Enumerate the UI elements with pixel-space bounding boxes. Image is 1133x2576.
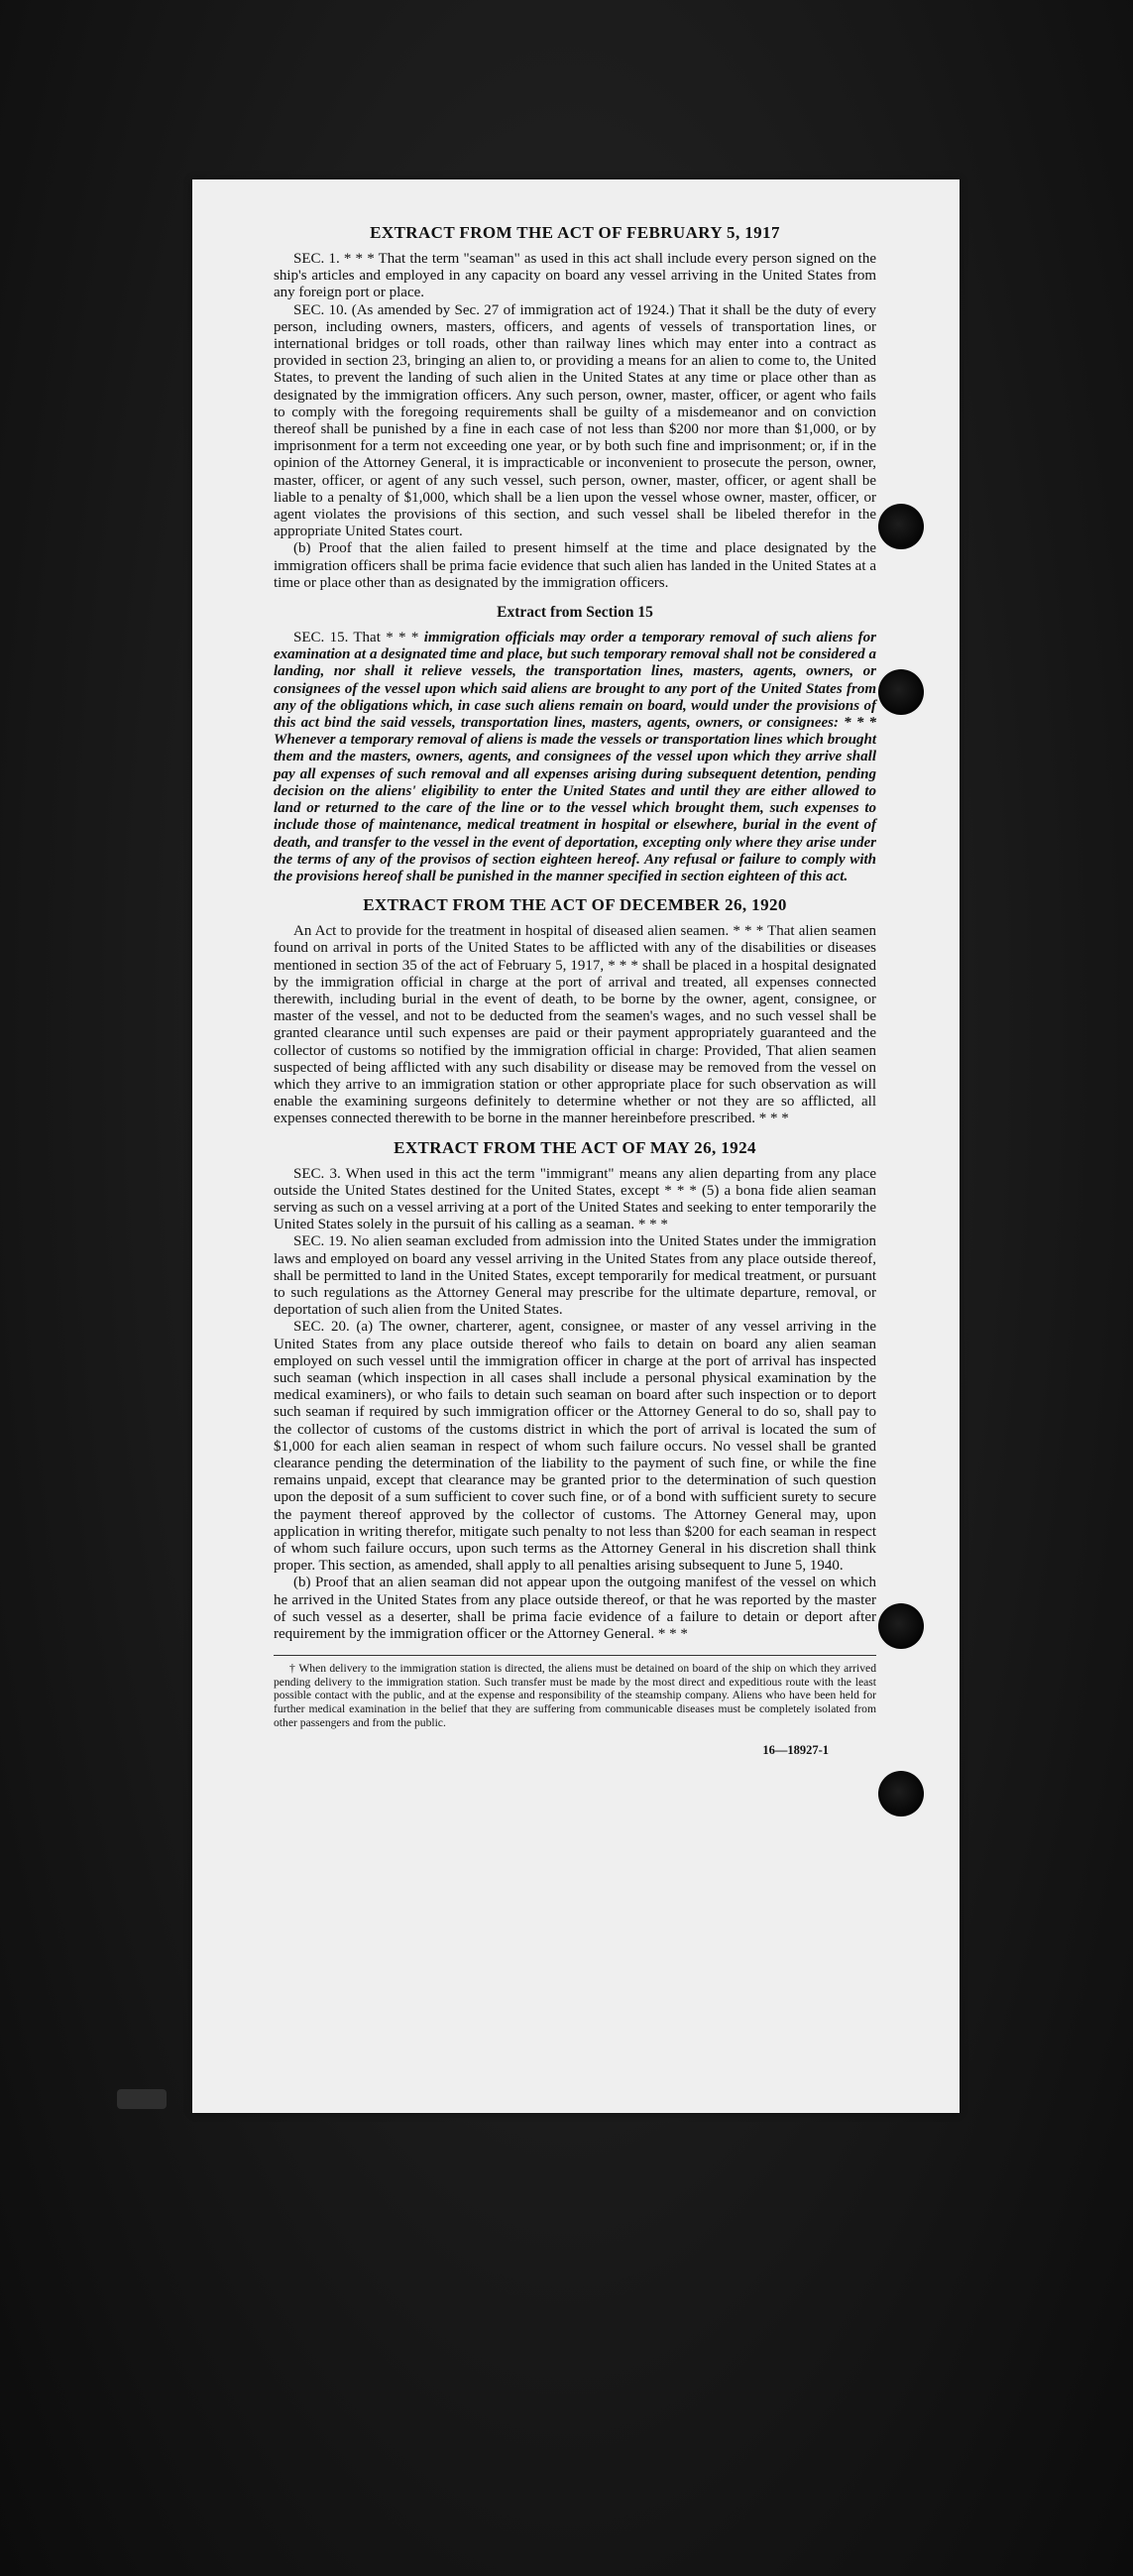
heading-act-1920: EXTRACT FROM THE ACT OF DECEMBER 26, 1920 <box>363 895 787 915</box>
sec-10b-paragraph: (b) Proof that the alien failed to present himself at the time and place designated by the immigration officers shall be prima facie evidence that such alien has landed in the United States at a time or place other than as designated by the immigration officers. <box>274 540 876 591</box>
footnote-divider <box>274 1655 876 1656</box>
form-number: 16—18927-1 <box>762 1743 829 1758</box>
sec-15-italic-text: immigration officials may order a temporary removal of such aliens for examination at a designated time and place, but such temporary removal shall not be considered a landing, nor shall it relieve vessels, the transportation lines, masters, agents, owners, or consignees of the vessel upon which said aliens are brought to any port of the United States from any of the obligations which, in case such aliens remain on board, would under the provisions of this act bind the said vessels, transportation lines, masters, agents, owners, or consignees: * * * Whenever a temporary removal of aliens is made the vessels or transportation lines which brought them and the masters, owners, agents, and consignees of the vessel upon which they arrive shall pay all expenses of such removal and all expenses arising during subsequent detention, pending decision on the aliens' eligibility to enter the United States and until they are either allowed to land or returned to the care of the line or to the vessel which brought them, such expenses to include those of maintenance, medical treatment in hospital or elsewhere, burial in the event of death, and transfer to the vessel in the event of deportation, excepting only where they arise under the terms of any of the provisos of section eighteen hereof. Any refusal or failure to comply with the provisions hereof shall be punished in the manner specified in section eighteen of this act. <box>274 630 876 884</box>
tape-mark <box>117 2089 167 2109</box>
sec-20b-paragraph: (b) Proof that an alien seaman did not appear upon the outgoing manifest of the vessel on which he arrived in the United States from any place outside thereof, or that he was reported by the master of such vessel as a deserter, shall be prima facie evidence of a failure to detain or deport after requirement by the immigration officer or the Attorney General. * * * <box>274 1575 876 1643</box>
sec-10-paragraph: SEC. 10. (As amended by Sec. 27 of immigration act of 1924.) That it shall be the duty of every person, including owners, masters, officers, and agents of vessels of transportation lines, or international bridges or toll roads, other than railway lines which may enter into a contract as provided in section 23, bringing an alien to, or providing a means for an alien to come to, the United States, to prevent the landing of such alien in the United States at any time or place other than as designated by the immigration officers. Any such person, owner, master, officer, or agent who fails to comply with the foregoing requirements shall be guilty of a misdemeanor and on conviction thereof shall be punished by a fine in each case of not less than $200 nor more than $1,000, or by imprisonment for a term not exceeding one year, or by both such fine and imprisonment; or, if in the opinion of the Attorney General, it is impracticable or inconvenient to prosecute the person, owner, master, officer, or agent of any such vessel, such person, owner, master, officer, or agent shall be liable to a penalty of $1,000, which shall be a lien upon the vessel whose owner, master, officer, or agent violates the provisions of this section, and such vessel shall be libeled therefor in the appropriate United States court. <box>274 301 876 540</box>
sec-1-paragraph: SEC. 1. * * * That the term "seaman" as used in this act shall include every person signed on the ship's articles and employed in any capacity on board any vessel arriving in the United States from any foreign port or place. <box>274 251 876 301</box>
sec-19-paragraph: SEC. 19. No alien seaman excluded from admission into the United States under the immigration laws and employed on board any vessel arriving in the United States from any place outside thereof, shall be permitted to land in the United States, except temporarily for medical treatment, or pursuant to such regulations as the Attorney General may prescribe for the ultimate departure, removal, or deportation of such alien from the United States. <box>274 1233 876 1319</box>
footnote: † When delivery to the immigration station is directed, the aliens must be detained on board of the ship on which they arrived pending delivery to the immigration station. Such transfer must be made by the most direct and expeditious route with the least possible contact with the public, and at the expense and responsibility of the steamship company. Aliens who have been held for further medical examination in the belief that they are suffering from communicable diseases must be completely isolated from other passengers and from the public. <box>274 1662 876 1729</box>
heading-act-1917: EXTRACT FROM THE ACT OF FEBRUARY 5, 1917 <box>370 223 780 242</box>
heading-act-1924: EXTRACT FROM THE ACT OF MAY 26, 1924 <box>394 1137 756 1157</box>
sec-3-paragraph: SEC. 3. When used in this act the term "immigrant" means any alien departing from any place outside the United States destined for the United States, except * * * (5) a bona fide alien seaman serving as such on a vessel arriving at a port of the United States and seeking to enter temporarily the United States solely in the pursuit of his calling as a seaman. * * * <box>274 1165 876 1233</box>
punch-hole-icon <box>878 504 924 549</box>
document-page <box>192 179 960 2113</box>
heading-section-15: Extract from Section 15 <box>497 604 653 622</box>
act-1920-paragraph: An Act to provide for the treatment in hospital of diseased alien seamen. * * * That alien seamen found on arrival in ports of the United States to be afflicted with any of the disabilities or diseases mentioned in section 35 of the act of February 5, 1917, * * * shall be placed in a hospital designated by the immigration official in charge at the port of arrival and treated, all expenses connected therewith, including burial in the event of death, to be borne by the owner, agent, consignee, or master of the vessel, and not to be deducted from the seamen's wages, and no such vessel shall be granted clearance until such expenses are paid or their payment appropriately guaranteed and the collector of customs so notified by the immigration official in charge: Provided, That alien seamen suspected of being afflicted with any such disability or disease may be removed from the vessel on which they arrive to an immigration station or other appropriate place for such observation as will enable the examining surgeons definitely to determine whether or not they are so afflicted, all expenses connected therewith to be borne in the manner hereinbefore prescribed. * * * <box>274 923 876 1127</box>
punch-hole-icon <box>878 1603 924 1649</box>
punch-hole-icon <box>878 1771 924 1816</box>
sec-20a-paragraph: SEC. 20. (a) The owner, charterer, agent, consignee, or master of any vessel arriving in the United States from any place outside thereof who fails to detain on board any alien seaman employed on such vessel until the immigration officer in charge at the port of arrival has inspected such seaman (which inspection in all cases shall include a personal physical examination by the medical examiners), or who fails to detain such seaman on board after such inspection or to deport such seaman if required by such immigration officer or the Attorney General to do so, shall pay to the collector of customs of the customs district in which the port of arrival is located the sum of $1,000 for each alien seaman in respect of whom such failure occurs. No vessel shall be granted clearance pending the determination of the liability to the payment of such fine, or while the fine remains unpaid, except that clearance may be granted prior to the determination of such question upon the deposit of a sum sufficient to cover such fine, or of a bond with sufficient surety to secure the payment thereof approved by the collector of customs. The Attorney General may, upon application in writing therefor, mitigate such penalty to not less than $200 for each seaman in respect of whom such failure occurs, upon such terms as the Attorney General in his discretion shall think proper. This section, as amended, shall apply to all penalties arising subsequent to June 5, 1940. <box>274 1319 876 1575</box>
sec-15-lead: SEC. 15. That * * * <box>293 630 419 646</box>
punch-hole-icon <box>878 669 924 715</box>
sec-15-paragraph <box>274 630 876 885</box>
